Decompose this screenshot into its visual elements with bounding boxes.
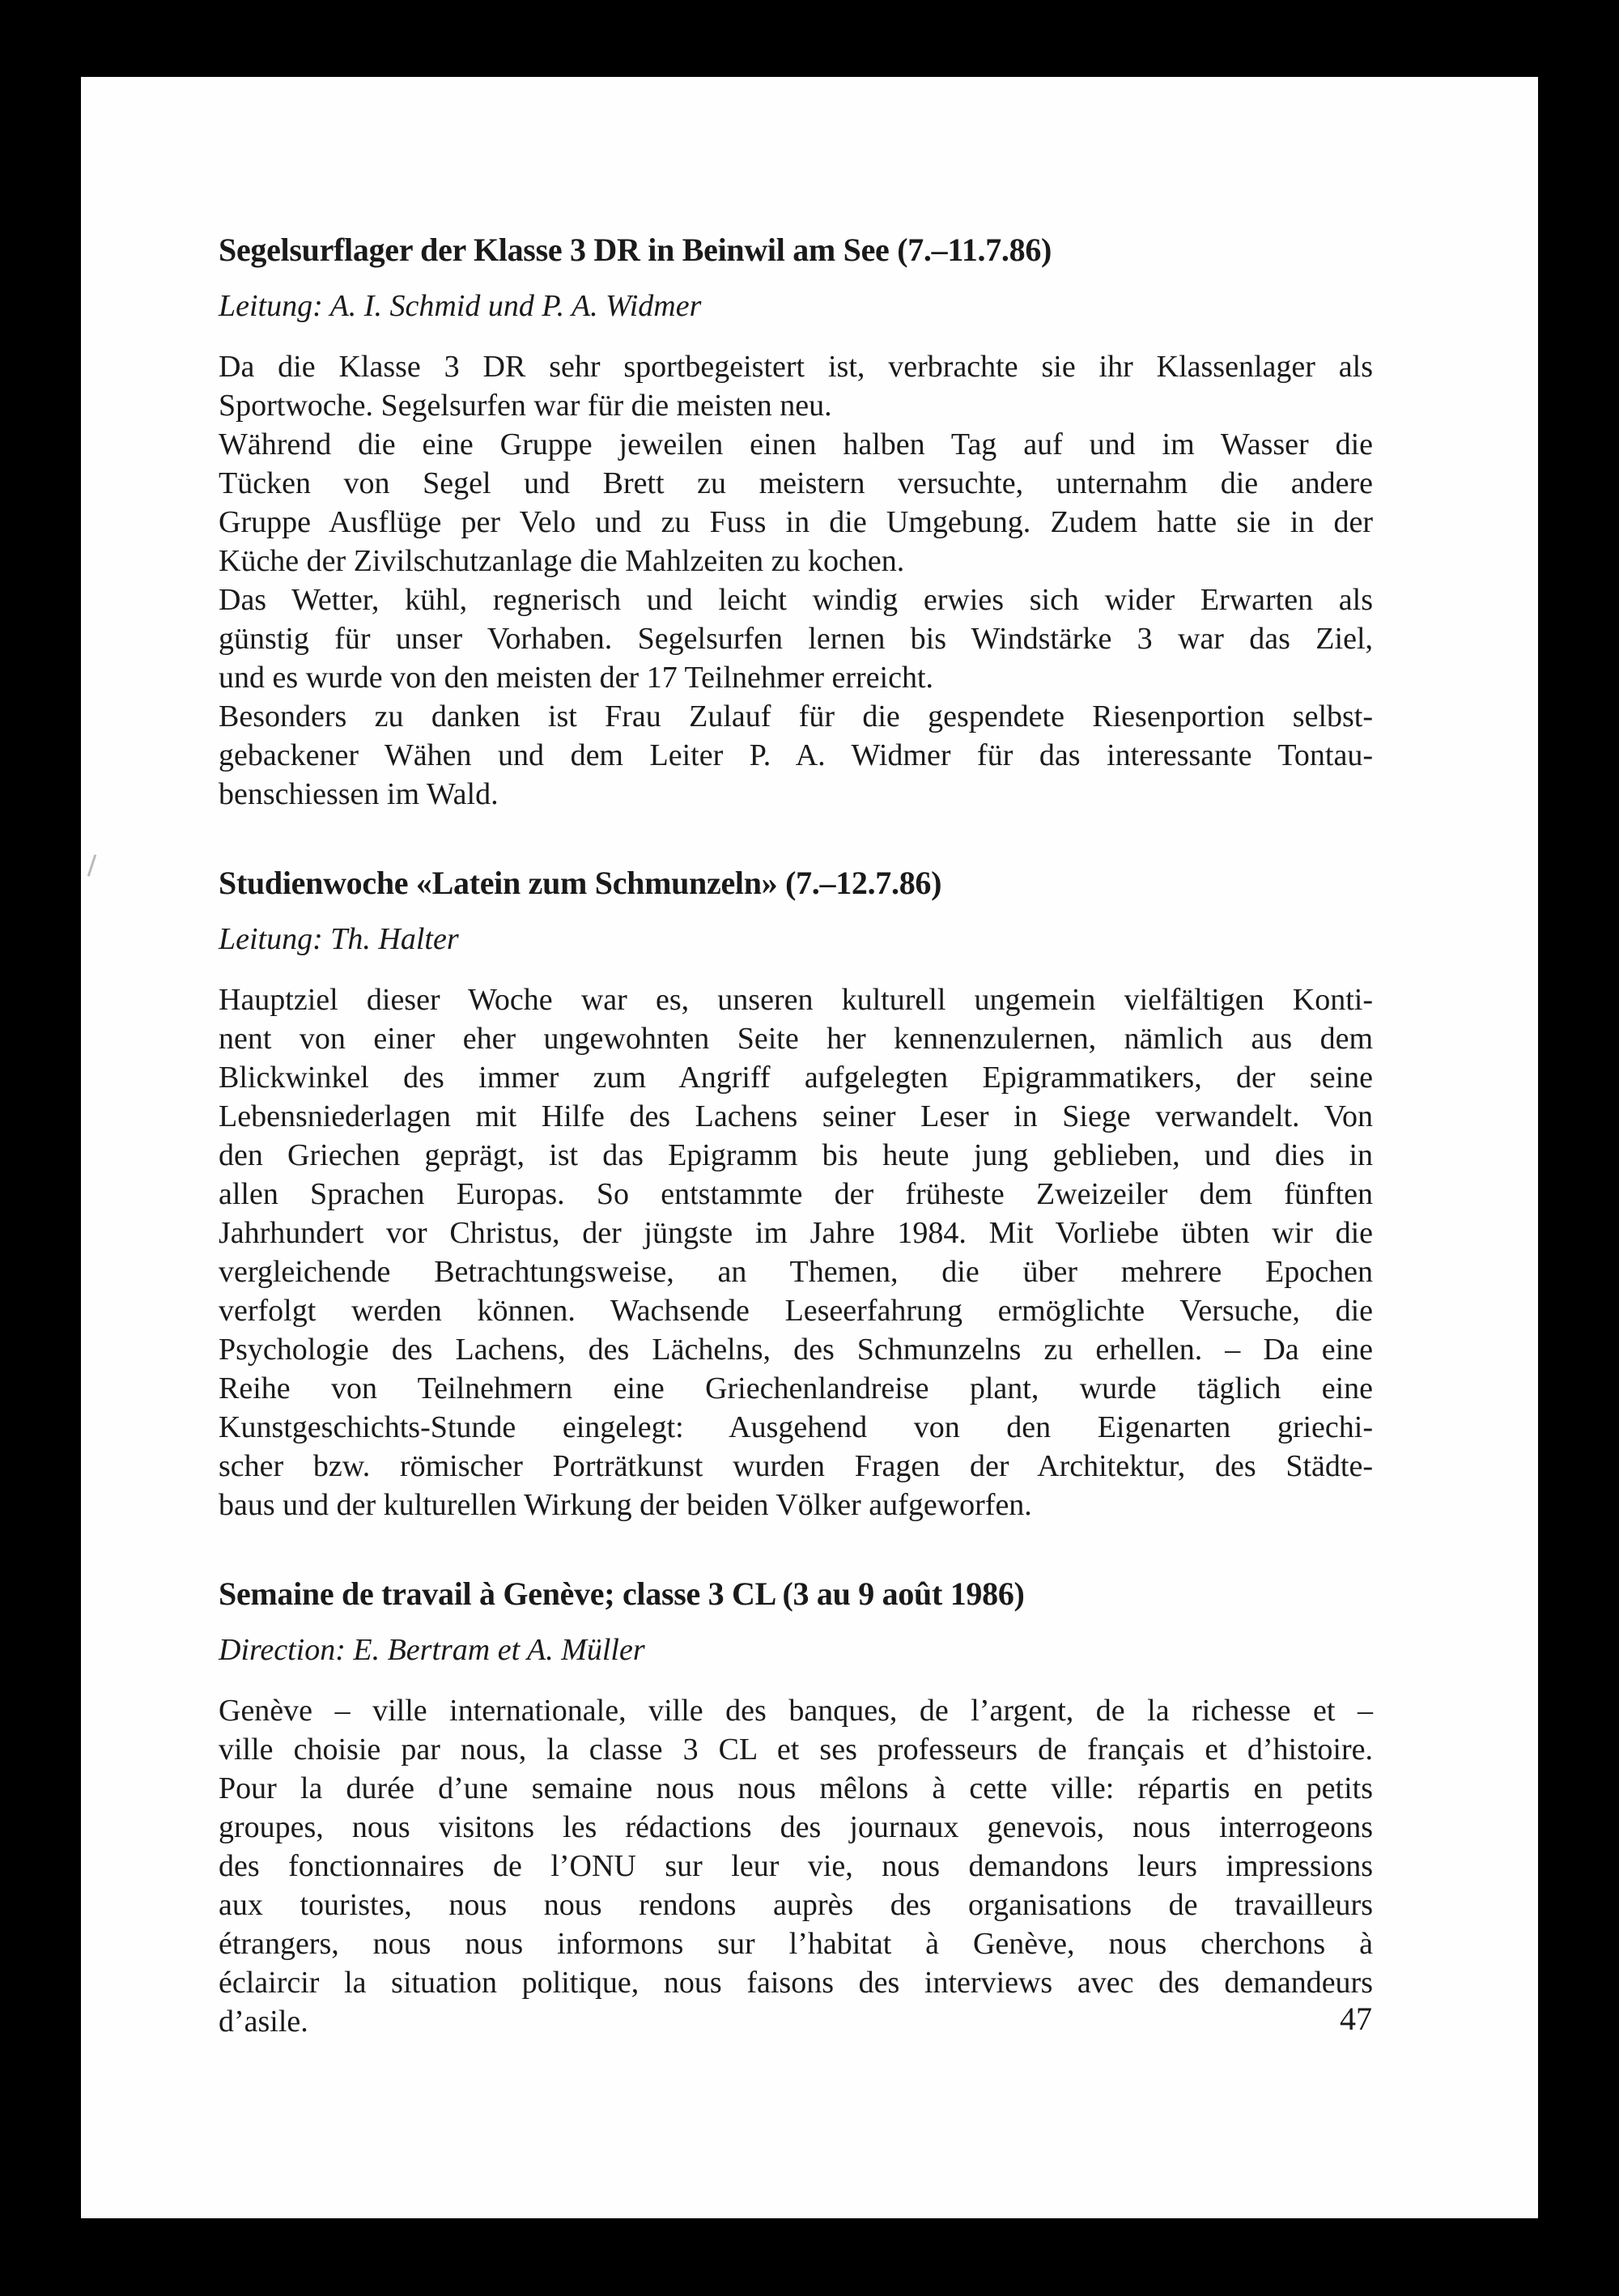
body-line: baus und der kulturellen Wirkung der beiden Völker aufgeworfen. [219,1488,1032,1522]
section-heading: Segelsurflager der Klasse 3 DR in Beinwil am See (7.–11.7.86) [219,232,1052,268]
body-line: d’asile. [219,2005,308,2039]
body-line: verfolgt werden können. Wachsende Leseerfahrung ermöglichte Versuche, die [219,1294,1373,1328]
section-heading: Studienwoche «Latein zum Schmunzeln» (7.–12.7.86) [219,865,942,901]
body-line: Reihe von Teilnehmern eine Griechenlandreise plant, wurde täglich eine [219,1371,1373,1405]
section-body [219,347,1373,814]
body-line: Blickwinkel des immer zum Angriff aufgelegten Epigrammatikers, der seine [219,1061,1373,1095]
page-sheet [81,77,1538,2218]
body-line: Kunstgeschichts-Stunde eingelegt: Ausgehend von den Eigenarten griechi- [219,1410,1373,1444]
body-line: Gruppe Ausflüge per Velo und zu Fuss in die Umgebung. Zudem hatte sie in der [219,505,1373,539]
body-line: ville choisie par nous, la classe 3 CL et ses professeurs de français et d’histoire. [219,1733,1373,1767]
body-line: benschiessen im Wald. [219,777,499,811]
body-line: gebackener Wähen und dem Leiter P. A. Widmer für das interessante Tontau- [219,738,1373,772]
section-heading: Semaine de travail à Genève; classe 3 CL (3 au 9 août 1986) [219,1575,1025,1612]
body-line: allen Sprachen Europas. So entstammte der früheste Zweizeiler dem fünften [219,1177,1373,1211]
body-line: und es wurde von den meisten der 17 Teilnehmer erreicht. [219,661,934,695]
body-line: Jahrhundert vor Christus, der jüngste im Jahre 1984. Mit Vorliebe übten wir die [219,1216,1373,1250]
section-body [219,980,1373,1524]
body-line: Das Wetter, kühl, regnerisch und leicht windig erwies sich wider Erwarten als [219,583,1373,617]
body-line: Psychologie des Lachens, des Lächelns, des Schmunzelns zu erhellen. – Da eine [219,1333,1373,1367]
body-line: Hauptziel dieser Woche war es, unseren kulturell ungemein vielfältigen Konti- [219,983,1373,1017]
section-leitung: Leitung: Th. Halter [219,922,459,956]
section-geneve [219,1575,1373,2041]
body-line: günstig für unser Vorhaben. Segelsurfen lernen bis Windstärke 3 war das Ziel, [219,622,1373,656]
section-studienwoche [219,864,1373,1524]
body-line: Genève – ville internationale, ville des banques, de l’argent, de la richesse et – [219,1694,1373,1728]
body-line: Da die Klasse 3 DR sehr sportbegeistert ist, verbrachte sie ihr Klassenlager als [219,350,1373,384]
section-segelsurflager [219,231,1373,814]
body-line: groupes, nous visitons les rédactions des journaux genevois, nous interrogeons [219,1810,1373,1844]
body-line: Lebensniederlagen mit Hilfe des Lachens seiner Leser in Siege verwandelt. Von [219,1099,1373,1133]
body-line: scher bzw. römischer Porträtkunst wurden Fragen der Architektur, des Städte- [219,1449,1373,1483]
body-line: Besonders zu danken ist Frau Zulauf für die gespendete Riesenportion selbst- [219,699,1373,733]
body-line: Pour la durée d’une semaine nous nous mêlons à cette ville: répartis en petits [219,1771,1373,1805]
section-direction: Direction: E. Bertram et A. Müller [219,1633,645,1667]
body-line: aux touristes, nous nous rendons auprès des organisations de travailleurs [219,1888,1373,1922]
body-line: étrangers, nous nous informons sur l’habitat à Genève, nous cherchons à [219,1927,1373,1961]
margin-mark [87,854,97,877]
body-line: vergleichende Betrachtungsweise, an Themen, die über mehrere Epochen [219,1255,1373,1289]
page-content [219,231,1373,2091]
body-line: nent von einer eher ungewohnten Seite her kennenzulernen, nämlich aus dem [219,1022,1373,1056]
section-body [219,1691,1373,2041]
body-line: Während die eine Gruppe jeweilen einen halben Tag auf und im Wasser die [219,427,1373,461]
body-line: Küche der Zivilschutzanlage die Mahlzeiten zu kochen. [219,544,905,578]
body-line: Sportwoche. Segelsurfen war für die meisten neu. [219,389,832,423]
page-number: 47 [1340,2000,1372,2037]
body-line: den Griechen geprägt, ist das Epigramm bis heute jung geblieben, und dies in [219,1138,1373,1172]
body-line: des fonctionnaires de l’ONU sur leur vie, nous demandons leurs impressions [219,1849,1373,1883]
body-line: Tücken von Segel und Brett zu meistern versuchte, unternahm die andere [219,466,1373,500]
section-leitung: Leitung: A. I. Schmid und P. A. Widmer [219,289,702,323]
body-line: éclaircir la situation politique, nous faisons des interviews avec des demandeurs [219,1966,1373,2000]
